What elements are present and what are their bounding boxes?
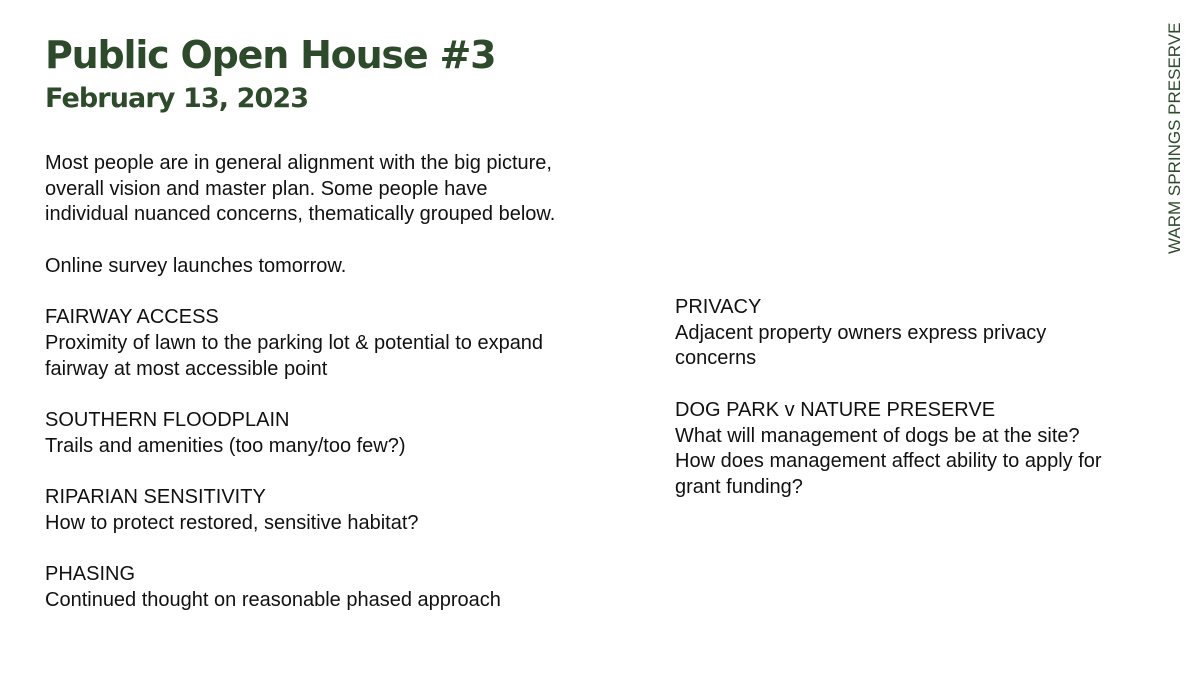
- topic-line: fairway at most accessible point: [45, 357, 328, 380]
- topic-heading: RIPARIAN SENSITIVITY: [45, 486, 266, 509]
- topic-heading: PHASING: [45, 563, 136, 586]
- topic-line: Continued thought on reasonable phased approach: [45, 588, 501, 611]
- topic-dog-park-v-nature-preserve: [675, 398, 1155, 501]
- page-title: Public Open House #3: [45, 33, 496, 77]
- side-label: WARM SPRINGS PRESERVE: [1165, 22, 1184, 254]
- right-column: [675, 295, 1155, 501]
- topic-line: How to protect restored, sensitive habitat?: [45, 511, 419, 534]
- topic-line: Trails and amenities (too many/too few?): [45, 434, 406, 457]
- topic-line: concerns: [675, 347, 757, 370]
- left-column: [45, 151, 645, 614]
- intro-line: individual nuanced concerns, thematically grouped below.: [45, 203, 556, 226]
- survey-note-text: Online survey launches tomorrow.: [45, 254, 347, 277]
- topic-heading: PRIVACY: [675, 296, 762, 318]
- topic-southern-floodplain: [45, 408, 645, 459]
- topic-line: Adjacent property owners express privacy: [675, 321, 1047, 344]
- topic-line: How does management affect ability to apply for: [675, 450, 1102, 473]
- intro-paragraph: [45, 151, 645, 228]
- intro-line: Most people are in general alignment with the big picture,: [45, 152, 552, 174]
- topic-riparian-sensitivity: [45, 485, 645, 536]
- survey-note: [45, 254, 645, 280]
- topic-line: Proximity of lawn to the parking lot & potential to expand: [45, 331, 544, 354]
- topic-heading: DOG PARK v NATURE PRESERVE: [675, 398, 996, 421]
- topic-fairway-access: [45, 305, 645, 382]
- topic-phasing: [45, 562, 645, 613]
- topic-line: What will management of dogs be at the site?: [675, 424, 1080, 447]
- topic-privacy: [675, 295, 1155, 372]
- topic-heading: SOUTHERN FLOODPLAIN: [45, 408, 290, 431]
- topic-line: grant funding?: [675, 475, 803, 498]
- event-date: February 13, 2023: [45, 83, 309, 114]
- intro-line: overall vision and master plan. Some people have: [45, 177, 488, 200]
- topic-heading: FAIRWAY ACCESS: [45, 306, 219, 329]
